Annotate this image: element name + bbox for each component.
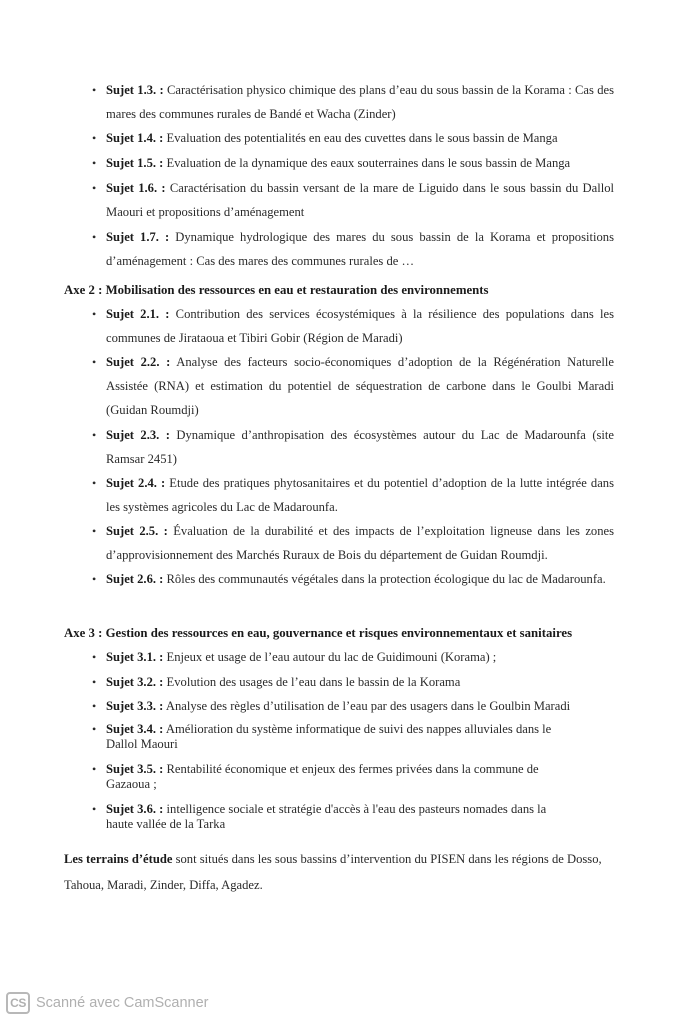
- item-label: Sujet 2.3. :: [106, 428, 170, 442]
- bullet-icon: •: [92, 699, 97, 713]
- item-label: Sujet 2.6. :: [106, 572, 164, 586]
- item-label: Sujet 2.4. :: [106, 476, 166, 490]
- bullet-icon: •: [92, 131, 97, 145]
- item-text: Amélioration du système informatique de suivi des nappes alluviales dans le Dallol Maouri: [106, 722, 552, 751]
- item-label: Sujet 1.7. :: [106, 230, 170, 244]
- item-label: Sujet 3.4. :: [106, 722, 164, 736]
- list-item-sujet-2-6: [92, 567, 614, 591]
- list-item-sujet-3-2: [92, 670, 614, 694]
- bullet-icon: •: [92, 675, 97, 689]
- bullet-icon: •: [92, 722, 97, 736]
- item-label: Sujet 1.4. :: [106, 131, 164, 145]
- camscanner-logo-icon: CS: [6, 992, 30, 1014]
- item-text: Rôles des communautés végétales dans la protection écologique du lac de Madarounfa.: [166, 572, 606, 586]
- item-label: Sujet 1.5. :: [106, 156, 164, 170]
- item-text: Evaluation de la dynamique des eaux souterraines dans le sous bassin de Manga: [166, 156, 571, 170]
- list-item-sujet-1-3: [92, 78, 614, 126]
- item-text: Rentabilité économique et enjeux des fermes privées dans la commune de Gazaoua ;: [106, 762, 539, 791]
- item-text: Évaluation de la durabilité et des impacts de l’exploitation ligneuse dans les zones d’approvisionnement des Marchés Ruraux de Bois du département de Guidan Roumdji.: [106, 524, 614, 562]
- item-label: Sujet 2.5. :: [106, 524, 168, 538]
- item-text: Evolution des usages de l’eau dans le bassin de la Korama: [166, 675, 461, 689]
- bullet-icon: •: [92, 355, 97, 369]
- item-text: Etude des pratiques phytosanitaires et du potentiel d’adoption de la lutte intégrée dans les systèmes agricoles du Lac de Madarounfa.: [106, 476, 614, 514]
- bullet-icon: •: [92, 83, 97, 97]
- bullet-icon: •: [92, 476, 97, 490]
- item-text: Analyse des règles d’utilisation de l’eau par des usagers dans le Goulbin Maradi: [165, 699, 571, 713]
- item-text: Dynamique d’anthropisation des écosystèmes autour du Lac de Madarounfa (site Ramsar 2451): [106, 428, 615, 466]
- list-item-sujet-2-2: [92, 350, 614, 422]
- item-text: Dynamique hydrologique des mares du sous bassin de la Korama et propositions d’aménagement : Cas des mares des communes rurales de …: [106, 230, 614, 268]
- list-item-sujet-2-3: [92, 423, 614, 471]
- item-text: Evaluation des potentialités en eau des cuvettes dans le sous bassin de Manga: [166, 131, 558, 145]
- bullet-icon: •: [92, 428, 97, 442]
- watermark-text: Scanné avec CamScanner: [36, 995, 209, 1011]
- list-item-sujet-3-6: [92, 802, 572, 832]
- item-text: Contribution des services écosystémiques à la résilience des populations dans les communes de Jirataoua et Tibiri Gobir (Région de Maradi): [106, 307, 614, 345]
- list-item-sujet-2-4: [92, 471, 614, 519]
- item-label: Sujet 3.2. :: [106, 675, 164, 689]
- item-label: Sujet 3.5. :: [106, 762, 164, 776]
- bullet-icon: •: [92, 762, 97, 776]
- item-text: Caractérisation physico chimique des plans d’eau du sous bassin de la Korama : Cas des mares des communes rurales de Bandé et Wacha (Zinder): [106, 83, 615, 121]
- bullet-icon: •: [92, 307, 97, 321]
- list-item-sujet-3-1: [92, 645, 614, 669]
- item-label: Sujet 3.1. :: [106, 650, 164, 664]
- list-item-sujet-3-5: [92, 762, 572, 792]
- item-text: Analyse des facteurs socio-économiques d’adoption de la Régénération Naturelle Assistée (RNA) et estimation du potentiel de séquestration de carbone dans le Goulbi Maradi (Guidan Roumdji): [106, 355, 614, 417]
- item-label: Sujet 3.3. :: [106, 699, 164, 713]
- section-heading-axe-3: Axe 3 : Gestion des ressources en eau, gouvernance et risques environnementaux et sanitaires: [64, 626, 573, 640]
- item-label: Sujet 1.3. :: [106, 83, 164, 97]
- bullet-icon: •: [92, 181, 97, 195]
- list-item-sujet-1-7: [92, 225, 614, 273]
- item-text: Enjeux et usage de l’eau autour du lac de Guidimouni (Korama) ;: [166, 650, 497, 664]
- study-area-label: Les terrains d’étude: [64, 852, 173, 866]
- list-item-sujet-2-5: [92, 519, 614, 567]
- list-item-sujet-1-6: [92, 176, 614, 224]
- bullet-icon: •: [92, 230, 97, 244]
- list-item-sujet-3-3: [92, 694, 614, 718]
- item-label: Sujet 3.6. :: [106, 802, 164, 816]
- bullet-icon: •: [92, 650, 97, 664]
- study-area-paragraph: [64, 846, 624, 898]
- camscanner-watermark: [6, 992, 209, 1014]
- item-text: intelligence sociale et stratégie d'accès à l'eau des pasteurs nomades dans la haute vallée de la Tarka: [106, 802, 547, 831]
- list-item-sujet-2-1: [92, 302, 614, 350]
- list-item-sujet-3-4: [92, 722, 572, 752]
- bullet-icon: •: [92, 156, 97, 170]
- item-label: Sujet 2.1. :: [106, 307, 170, 321]
- list-item-sujet-1-4: [92, 126, 614, 150]
- bullet-icon: •: [92, 524, 97, 538]
- item-label: Sujet 1.6. :: [106, 181, 166, 195]
- item-label: Sujet 2.2. :: [106, 355, 171, 369]
- section-heading-axe-2: Axe 2 : Mobilisation des ressources en eau et restauration des environnements: [64, 283, 489, 297]
- study-area-text: sont situés dans les sous bassins d’intervention du PISEN dans les régions de Dosso, Tahoua, Maradi, Zinder, Diffa, Agadez.: [64, 852, 602, 892]
- bullet-icon: •: [92, 802, 97, 816]
- item-text: Caractérisation du bassin versant de la mare de Liguido dans le sous bassin du Dallol Maouri et propositions d’aménagement: [106, 181, 614, 219]
- bullet-icon: •: [92, 572, 97, 586]
- list-item-sujet-1-5: [92, 151, 614, 175]
